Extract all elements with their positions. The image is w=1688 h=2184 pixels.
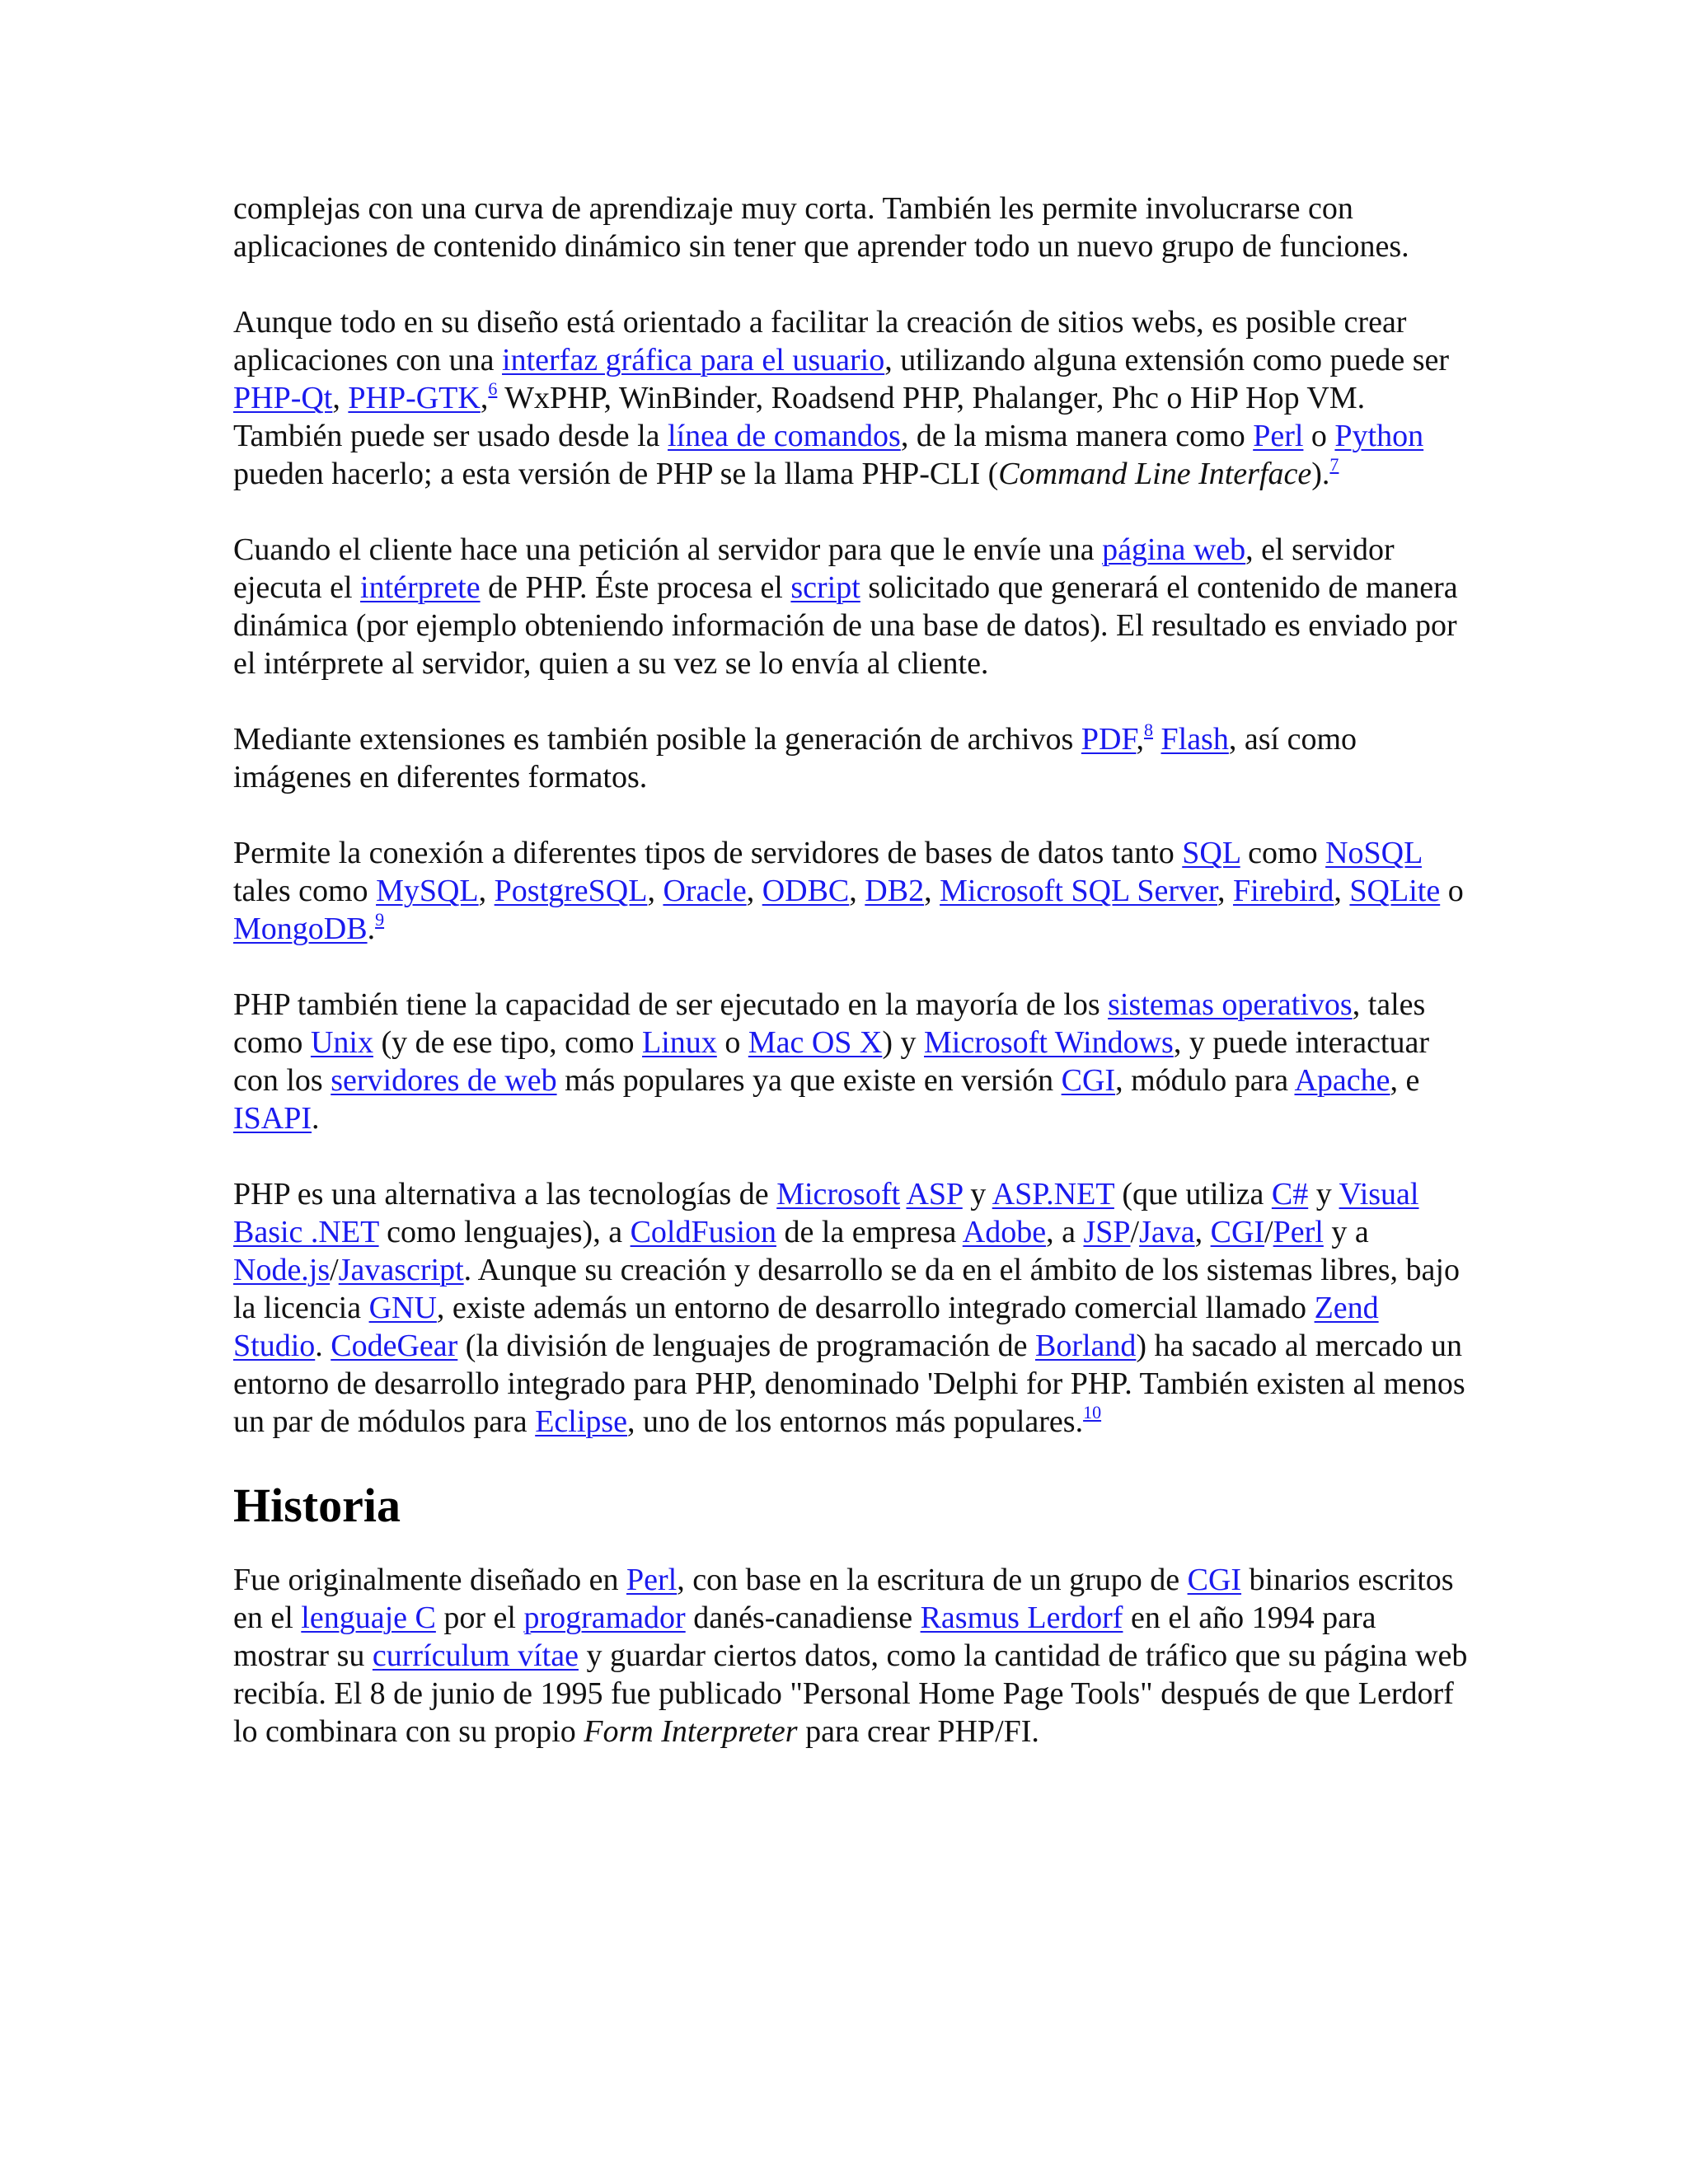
paragraph: [233, 834, 1470, 948]
body-text: (la división de lenguajes de programación de: [457, 1329, 1035, 1363]
body-text: por el: [435, 1601, 524, 1635]
body-text: . Aunque su creación y desarrollo se da en el ámbito de los sistemas libres, bajo la licencia: [233, 1253, 1460, 1325]
link-java[interactable]: Java: [1139, 1215, 1195, 1249]
body-text: ,: [849, 874, 865, 908]
link-linux[interactable]: Linux: [642, 1025, 717, 1060]
link-jsp[interactable]: JSP: [1083, 1215, 1131, 1249]
link-php-gtk[interactable]: PHP-GTK: [348, 381, 481, 415]
body-text: ,: [1217, 874, 1233, 908]
body-text: complejas con una curva de aprendizaje muy corta. También les permite involucrarse con aplicaciones de contenido dinámico sin tener que aprender todo un nuevo grupo de funciones.: [233, 191, 1409, 264]
body-text: , tales como: [233, 987, 1426, 1060]
link-script[interactable]: script: [790, 570, 860, 605]
link-microsoft[interactable]: Microsoft: [776, 1177, 901, 1212]
footnote-link-9[interactable]: 9: [375, 909, 385, 930]
body-text: , y puede interactuar con los: [233, 1025, 1430, 1098]
link-firebird[interactable]: Firebird: [1232, 874, 1334, 908]
body-text: , con base en la escritura de un grupo de: [677, 1563, 1188, 1597]
link-db2[interactable]: DB2: [865, 874, 925, 908]
paragraph: [233, 190, 1470, 265]
link-flash[interactable]: Flash: [1160, 722, 1229, 757]
body-text: Cuando el cliente hace una petición al servidor para que le envíe una: [233, 532, 1103, 567]
body-text: , módulo para: [1115, 1063, 1295, 1098]
document-page: [233, 190, 1470, 1788]
body-text: , e: [1390, 1063, 1420, 1098]
link-adobe[interactable]: Adobe: [962, 1215, 1047, 1249]
link-mysql[interactable]: MySQL: [376, 874, 479, 908]
link-perl[interactable]: Perl: [1273, 1215, 1324, 1249]
body-text: ,: [1194, 1215, 1211, 1249]
link-mongodb[interactable]: MongoDB: [233, 912, 368, 946]
body-text: y guardar ciertos datos, como la cantidad de tráfico que su página web recibía. El 8 de junio de 1995 fue publicado "Personal Home Page Tools" después de que Lerdorf lo combinara con su propio: [233, 1638, 1468, 1749]
paragraph: [233, 531, 1470, 682]
body-text: , existe además un entorno de desarrollo integrado comercial llamado: [436, 1291, 1315, 1325]
link-odbc[interactable]: ODBC: [762, 874, 850, 908]
link-pdf[interactable]: PDF: [1081, 722, 1137, 757]
link-asp-net[interactable]: ASP.NET: [992, 1177, 1114, 1212]
link-node-js[interactable]: Node.js: [233, 1253, 331, 1287]
link-cgi[interactable]: CGI: [1061, 1063, 1116, 1098]
body-text: ,: [480, 381, 489, 415]
footnote-link-7[interactable]: 7: [1329, 454, 1339, 475]
body-text: PHP también tiene la capacidad de ser ejecutado en la mayoría de los: [233, 987, 1109, 1022]
link-perl[interactable]: Perl: [626, 1563, 678, 1597]
link-microsoft-sql-server[interactable]: Microsoft SQL Server: [940, 874, 1217, 908]
body-text: ) y: [882, 1025, 925, 1060]
body-text: Fue originalmente diseñado en: [233, 1563, 626, 1597]
body-text: binarios escritos en el: [233, 1563, 1454, 1635]
link-python[interactable]: Python: [1334, 419, 1424, 453]
body-text: [1153, 722, 1161, 757]
link-interprete[interactable]: intérprete: [360, 570, 481, 605]
body-text: Permite la conexión a diferentes tipos de servidores de bases de datos tanto: [233, 836, 1183, 870]
italic-text: Command Line Interface: [998, 457, 1312, 491]
link-postgresql[interactable]: PostgreSQL: [494, 874, 648, 908]
body-text: ,: [332, 381, 349, 415]
body-text: /: [1130, 1215, 1140, 1249]
link-visual-basic-net[interactable]: Visual Basic .NET: [233, 1177, 1419, 1249]
paragraph: [233, 1561, 1470, 1750]
body-text: danés-canadiense: [685, 1601, 921, 1635]
link-javascript[interactable]: Javascript: [338, 1253, 464, 1287]
body-text: ,: [746, 874, 762, 908]
body-text: o: [716, 1025, 748, 1060]
link-zend-studio[interactable]: Zend Studio: [233, 1291, 1379, 1363]
body-text: (y de ese tipo, como: [373, 1025, 643, 1060]
body-text: WxPHP, WinBinder, Roadsend PHP, Phalanger, Phc o HiP Hop VM. También puede ser usado desde la: [233, 381, 1366, 453]
link-borland[interactable]: Borland: [1034, 1329, 1137, 1363]
link-lenguaje-c[interactable]: lenguaje C: [301, 1601, 436, 1635]
body-text: (que utiliza: [1114, 1177, 1272, 1212]
body-text: /: [1264, 1215, 1273, 1249]
body-text: de la empresa: [776, 1215, 963, 1249]
body-text: ).: [1311, 457, 1330, 491]
body-text: de PHP. Éste procesa el: [480, 570, 791, 605]
body-text: , de la misma manera como: [900, 419, 1254, 453]
paragraph: [233, 720, 1470, 796]
body-text: , a: [1046, 1215, 1084, 1249]
link-perl[interactable]: Perl: [1253, 419, 1304, 453]
history-section-body: [233, 1561, 1470, 1750]
body-text: .: [315, 1329, 331, 1363]
body-text: Mediante extensiones es también posible la generación de archivos: [233, 722, 1081, 757]
body-text: más populares ya que existe en versión: [556, 1063, 1062, 1098]
link-servidores-de-web[interactable]: servidores de web: [331, 1063, 557, 1098]
footnote-ref[interactable]: [1329, 454, 1339, 475]
footnote-ref[interactable]: [488, 378, 497, 399]
link-interfaz-grafica-para-el-usuario[interactable]: interfaz gráfica para el usuario: [502, 343, 885, 377]
body-text: ,: [1334, 874, 1350, 908]
footnote-link-10[interactable]: 10: [1083, 1402, 1102, 1422]
paragraph: [233, 986, 1470, 1137]
paragraph: [233, 1175, 1470, 1441]
body-text: , el servidor ejecuta el: [233, 532, 1395, 605]
link-rasmus-lerdorf[interactable]: Rasmus Lerdorf: [920, 1601, 1123, 1635]
link-php-qt[interactable]: PHP-Qt: [233, 381, 333, 415]
body-text: /: [330, 1253, 339, 1287]
body-text: en el año 1994 para mostrar su: [233, 1601, 1376, 1673]
link-oracle[interactable]: Oracle: [663, 874, 747, 908]
footnote-ref[interactable]: [1083, 1402, 1101, 1422]
link-linea-de-comandos[interactable]: línea de comandos: [668, 419, 901, 453]
body-text: ) ha sacado al mercado un entorno de desarrollo integrado para PHP, denominado 'Delphi for PHP. También existen al menos un par de módulos para: [233, 1329, 1465, 1439]
paragraph: [233, 303, 1470, 493]
footnote-link-8[interactable]: 8: [1144, 719, 1153, 740]
link-pagina-web[interactable]: página web: [1102, 532, 1246, 567]
body-text: .: [367, 912, 376, 946]
body-text: .: [312, 1101, 320, 1136]
body-text: pueden hacerlo; a esta versión de PHP se la llama PHP-CLI (: [233, 457, 999, 491]
body-text: PHP es una alternativa a las tecnologías de: [233, 1177, 777, 1212]
link-sqlite[interactable]: SQLite: [1349, 874, 1441, 908]
article-body: [233, 190, 1470, 1441]
body-text: ,: [647, 874, 663, 908]
body-text: ,: [1136, 722, 1144, 757]
link-curriculum-vitae[interactable]: currículum vítae: [372, 1638, 579, 1673]
body-text: y: [962, 1177, 992, 1212]
link-coldfusion[interactable]: ColdFusion: [630, 1215, 776, 1249]
body-text: Aunque todo en su diseño está orientado a facilitar la creación de sitios webs, es posible crear aplicaciones con una: [233, 305, 1407, 377]
link-sql[interactable]: SQL: [1182, 836, 1240, 870]
link-programador[interactable]: programador: [523, 1601, 686, 1635]
link-codegear[interactable]: CodeGear: [331, 1329, 458, 1363]
body-text: solicitado que generará el contenido de manera dinámica (por ejemplo obteniendo información de una base de datos). El resultado es enviado por el intérprete al servidor, quien a su vez se lo envía al cliente.: [233, 570, 1458, 681]
link-mac-os-x[interactable]: Mac OS X: [748, 1025, 883, 1060]
body-text: ,: [478, 874, 495, 908]
body-text: o: [1440, 874, 1464, 908]
footnote-link-6[interactable]: 6: [488, 378, 498, 399]
body-text: para crear PHP/FI.: [797, 1714, 1039, 1749]
body-text: y a: [1323, 1215, 1369, 1249]
body-text: , utilizando alguna extensión como puede ser: [884, 343, 1450, 377]
link-cgi[interactable]: CGI: [1210, 1215, 1265, 1249]
link-cgi[interactable]: CGI: [1187, 1563, 1242, 1597]
link-apache[interactable]: Apache: [1294, 1063, 1390, 1098]
link-unix[interactable]: Unix: [310, 1025, 373, 1060]
section-heading-historia: Historia: [233, 1479, 401, 1532]
footnote-ref[interactable]: [1144, 719, 1153, 740]
footnote-ref[interactable]: [375, 909, 384, 930]
body-text: o: [1303, 419, 1335, 453]
body-text: como lenguajes), a: [378, 1215, 631, 1249]
link-isapi[interactable]: ISAPI: [233, 1101, 312, 1136]
link-sistemas-operativos[interactable]: sistemas operativos: [1108, 987, 1353, 1022]
body-text: y: [1308, 1177, 1339, 1212]
body-text: , así como imágenes en diferentes formatos.: [233, 722, 1357, 794]
link-c[interactable]: C#: [1271, 1177, 1309, 1212]
body-text: , uno de los entornos más populares.: [627, 1404, 1084, 1439]
italic-text: Form Interpreter: [584, 1714, 798, 1749]
link-eclipse[interactable]: Eclipse: [535, 1404, 628, 1439]
body-text: tales como: [233, 874, 377, 908]
link-asp[interactable]: ASP: [906, 1177, 963, 1212]
body-text: como: [1240, 836, 1326, 870]
link-nosql[interactable]: NoSQL: [1325, 836, 1422, 870]
link-microsoft-windows[interactable]: Microsoft Windows: [924, 1025, 1174, 1060]
body-text: ,: [924, 874, 940, 908]
link-gnu[interactable]: GNU: [368, 1291, 437, 1325]
